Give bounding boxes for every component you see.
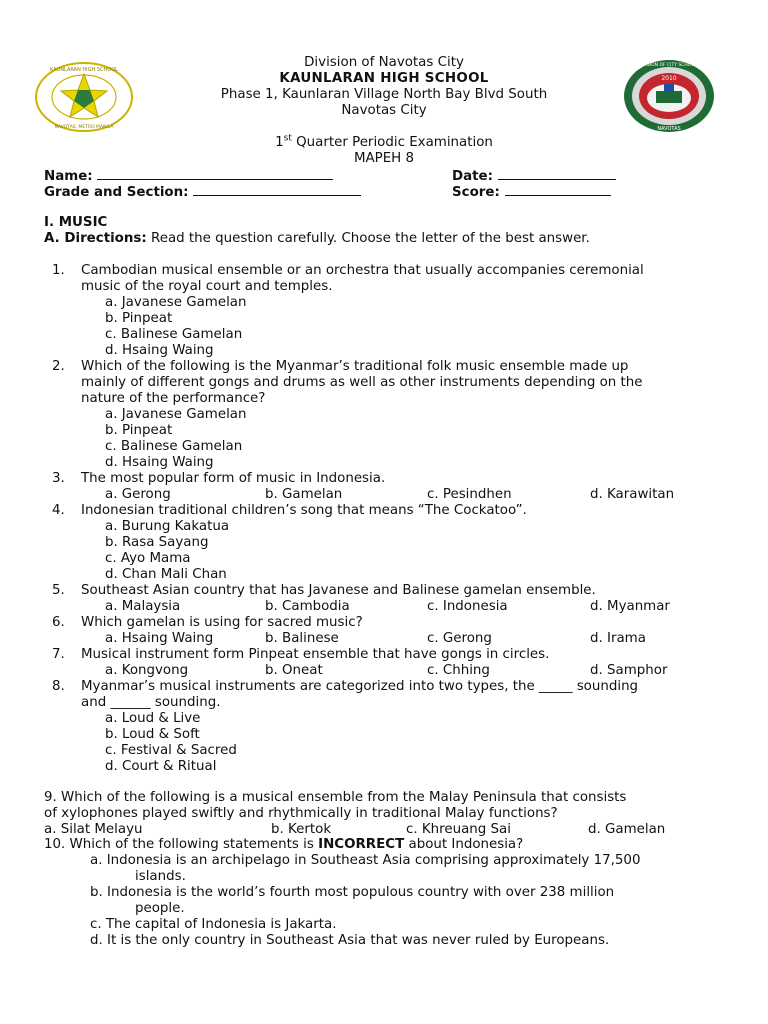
answer-choice: a. Javanese Gamelan (105, 295, 247, 310)
grade-section-field[interactable] (44, 183, 361, 201)
exam-title (0, 135, 768, 151)
right-logo-top-text: DIVISION OF CITY SCHOOLS (637, 63, 701, 68)
answer-choice: c. Gerong (427, 631, 492, 646)
answer-choice: b. Balinese (265, 631, 339, 646)
question-number: 6. (52, 615, 65, 630)
answer-choice: c. Balinese Gamelan (105, 327, 243, 342)
question-text: mainly of different gongs and drums as well as other instruments depending on the (81, 375, 643, 390)
question-number: 1. (52, 263, 65, 278)
answer-choice: a. Malaysia (105, 599, 181, 614)
left-logo-bottom-text: NAVOTAS, METRO MANILA (54, 125, 114, 130)
q10-choice-b: b. Indonesia is the world’s fourth most populous country with over 238 million (90, 885, 615, 900)
right-logo-bottom-text: NAVOTAS (657, 126, 681, 132)
grade-section-label: Grade and Section: (44, 185, 189, 200)
answer-choice: b. Oneat (265, 663, 323, 678)
date-label: Date: (452, 169, 493, 184)
question-text: Which gamelan is using for sacred music? (81, 615, 363, 630)
answer-choice: d. Karawitan (590, 487, 675, 502)
answer-choice: d. Samphor (590, 663, 668, 678)
q10-suffix: about Indonesia? (404, 837, 524, 852)
answer-choice: c. Ayo Mama (105, 551, 191, 566)
q10-prefix: 10. Which of the following statements is (44, 837, 319, 852)
question-number: 2. (52, 359, 65, 374)
exam-ordinal-suffix: st (283, 133, 292, 144)
question-number: 3. (52, 471, 65, 486)
question-text: Southeast Asian country that has Javanese and Balinese gamelan ensemble. (81, 583, 596, 598)
school-city: Navotas City (341, 103, 427, 118)
q10-stem (44, 837, 523, 853)
answer-choice: b. Gamelan (265, 487, 343, 502)
answer-choice: a. Hsaing Waing (105, 631, 214, 646)
answer-choice: d. Chan Mali Chan (105, 567, 227, 582)
q10-choice-b-cont: people. (135, 901, 185, 916)
question-text: Myanmar’s musical instruments are categorized into two types, the _____ sounding (81, 679, 639, 694)
q10-choice-a-cont: islands. (135, 869, 186, 884)
answer-choice: a. Gerong (105, 487, 171, 502)
answer-choice: c. Indonesia (427, 599, 508, 614)
answer-choice: b. Pinpeat (105, 311, 173, 326)
question-text: The most popular form of music in Indonesia. (81, 471, 386, 486)
directions-label: A. Directions: (44, 231, 147, 246)
question-text: Indonesian traditional children’s song that means “The Cockatoo”. (81, 503, 527, 518)
question-number: 5. (52, 583, 65, 598)
answer-choice: d. Hsaing Waing (105, 455, 214, 470)
school-name: KAUNLARAN HIGH SCHOOL (279, 71, 489, 86)
q9-choice-c: c. Khreuang Sai (406, 822, 511, 837)
answer-choice: b. Loud & Soft (105, 727, 200, 742)
grade-section-blank[interactable] (193, 183, 361, 196)
answer-choice: c. Chhing (427, 663, 490, 678)
score-field[interactable] (452, 183, 611, 201)
question-text: Cambodian musical ensemble or an orchestra that usually accompanies ceremonial (81, 263, 644, 278)
answer-choice: d. Myanmar (590, 599, 670, 614)
exam-subject: MAPEH 8 (353, 151, 415, 166)
q9-line-2: of xylophones played swiftly and rhythmically in traditional Malay functions? (44, 806, 558, 821)
exam-title-text: Quarter Periodic Examination (296, 135, 493, 150)
division-name: Division of Navotas City (304, 55, 464, 70)
exam-ordinal: 1 (275, 135, 284, 150)
answer-choice: b. Rasa Sayang (105, 535, 209, 550)
score-label: Score: (452, 185, 500, 200)
answer-choice: b. Pinpeat (105, 423, 173, 438)
q10-emphasis: INCORRECT (318, 837, 405, 852)
answer-choice: d. Court & Ritual (105, 759, 217, 774)
right-logo-year: 2010 (661, 75, 677, 82)
directions-text: Read the question carefully. Choose the letter of the best answer. (151, 231, 590, 246)
name-blank[interactable] (97, 167, 333, 180)
q10-choice-d: d. It is the only country in Southeast Asia that was never ruled by Europeans. (90, 933, 610, 948)
question-number: 4. (52, 503, 65, 518)
answer-choice: c. Pesindhen (427, 487, 512, 502)
answer-choice: a. Burung Kakatua (105, 519, 230, 534)
question-text: Which of the following is the Myanmar’s traditional folk music ensemble made up (81, 359, 629, 374)
question-text: and ______ sounding. (81, 695, 221, 710)
answer-choice: a. Kongvong (105, 663, 189, 678)
question-number: 8. (52, 679, 65, 694)
q9-choice-a: a. Silat Melayu (44, 822, 143, 837)
q9-choice-d: d. Gamelan (588, 822, 666, 837)
question-text: music of the royal court and temples. (81, 279, 333, 294)
q10-choice-c: c. The capital of Indonesia is Jakarta. (90, 917, 337, 932)
name-label: Name: (44, 169, 93, 184)
section-title: I. MUSIC (44, 215, 108, 230)
answer-choice: a. Javanese Gamelan (105, 407, 247, 422)
directions (44, 231, 590, 247)
answer-choice: c. Balinese Gamelan (105, 439, 243, 454)
question-text: Musical instrument form Pinpeat ensemble that have gongs in circles. (81, 647, 550, 662)
answer-choice: c. Festival & Sacred (105, 743, 237, 758)
score-blank[interactable] (505, 183, 611, 196)
q9-line-1: 9. Which of the following is a musical ensemble from the Malay Peninsula that consists (44, 790, 627, 805)
question-text: nature of the performance? (81, 391, 266, 406)
school-address: Phase 1, Kaunlaran Village North Bay Blvd South (220, 87, 548, 102)
answer-choice: b. Cambodia (265, 599, 350, 614)
left-logo-top-text: KAUNLARAN HIGH SCHOOL (50, 67, 118, 73)
answer-choice: d. Irama (590, 631, 646, 646)
answer-choice: a. Loud & Live (105, 711, 201, 726)
answer-choice: d. Hsaing Waing (105, 343, 214, 358)
q9-choice-b: b. Kertok (271, 822, 332, 837)
date-blank[interactable] (498, 167, 616, 180)
question-number: 7. (52, 647, 65, 662)
q10-choice-a: a. Indonesia is an archipelago in Southeast Asia comprising approximately 17,500 (90, 853, 641, 868)
